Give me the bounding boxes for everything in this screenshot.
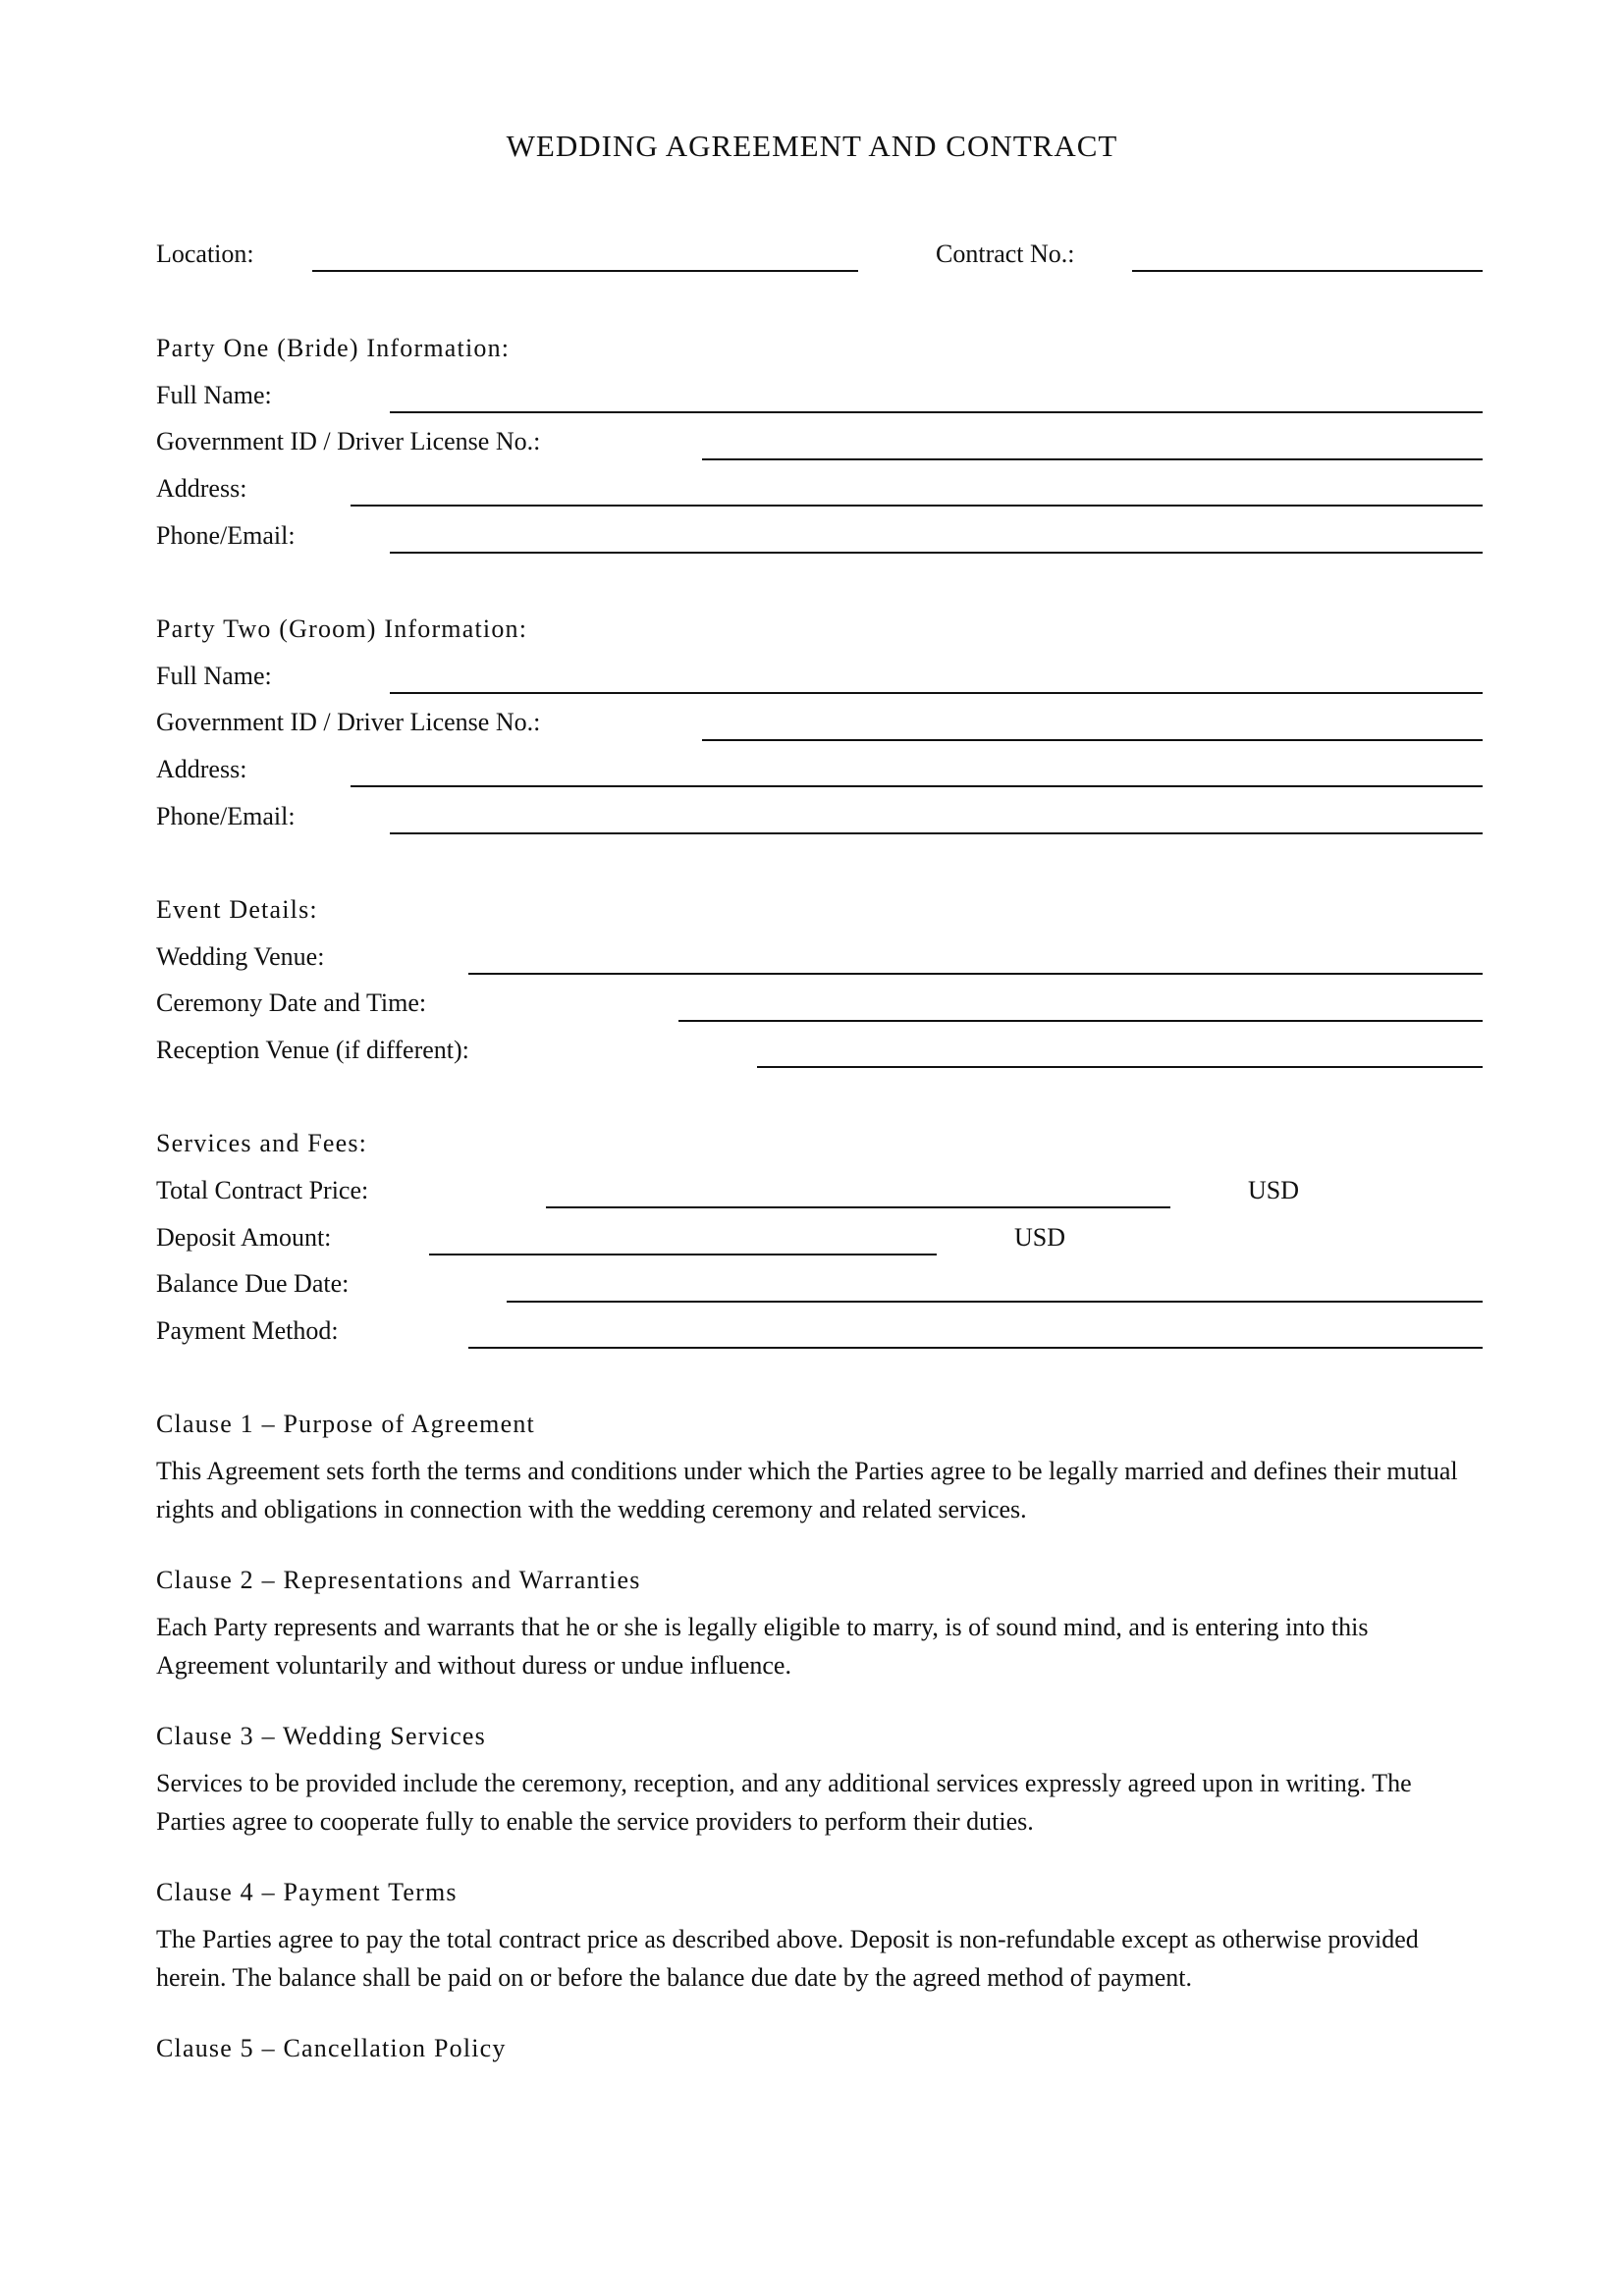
- party-one-gov-id-field[interactable]: [702, 458, 1483, 460]
- ceremony-date-field[interactable]: [678, 1020, 1483, 1022]
- party-two-phone-email-label: Phone/Email:: [156, 802, 296, 830]
- wedding-venue-field[interactable]: [468, 973, 1483, 975]
- event-heading: Event Details:: [156, 895, 318, 924]
- reception-venue-label: Reception Venue (if different):: [156, 1036, 469, 1064]
- party-one-address-field[interactable]: [351, 505, 1483, 507]
- party-one-gov-id-label: Government ID / Driver License No.:: [156, 427, 541, 455]
- payment-method-label: Payment Method:: [156, 1316, 339, 1345]
- deposit-label: Deposit Amount:: [156, 1223, 332, 1252]
- clause-3-heading: Clause 3 – Wedding Services: [156, 1722, 486, 1750]
- party-one-full-name-label: Full Name:: [156, 381, 272, 409]
- party-two-gov-id-field[interactable]: [702, 739, 1483, 741]
- wedding-venue-label: Wedding Venue:: [156, 942, 325, 971]
- clause-2-heading: Clause 2 – Representations and Warranties: [156, 1566, 641, 1594]
- location-field[interactable]: [312, 270, 858, 272]
- document-title: WEDDING AGREEMENT AND CONTRACT: [506, 129, 1118, 163]
- payment-method-field[interactable]: [468, 1347, 1483, 1349]
- clause-5-heading: Clause 5 – Cancellation Policy: [156, 2034, 507, 2062]
- party-one-phone-email-field[interactable]: [390, 552, 1483, 554]
- contract-no-label: Contract No.:: [936, 240, 1075, 268]
- party-two-address-field[interactable]: [351, 785, 1483, 787]
- clause-4-text: The Parties agree to pay the total contract price as described above. Deposit is non-refundable except as otherwise provided herein. The balance shall be paid on or before the balance due date by the agreed method of payment.: [156, 1925, 1419, 1992]
- total-price-currency: USD: [1248, 1176, 1300, 1204]
- deposit-field[interactable]: [429, 1254, 937, 1255]
- party-two-phone-email-field[interactable]: [390, 832, 1483, 834]
- party-one-heading: Party One (Bride) Information:: [156, 334, 511, 362]
- party-one-full-name-field[interactable]: [390, 411, 1483, 413]
- party-two-heading: Party Two (Groom) Information:: [156, 614, 528, 643]
- total-price-label: Total Contract Price:: [156, 1176, 369, 1204]
- deposit-currency: USD: [1014, 1223, 1066, 1252]
- reception-venue-field[interactable]: [757, 1066, 1483, 1068]
- clause-3-text: Services to be provided include the ceremony, reception, and any additional services expressly agreed upon in writing. The Parties agree to cooperate fully to enable the service providers to perform their duties.: [156, 1769, 1412, 1836]
- clause-4-heading: Clause 4 – Payment Terms: [156, 1878, 458, 1906]
- clause-1-heading: Clause 1 – Purpose of Agreement: [156, 1410, 535, 1438]
- contract-no-field[interactable]: [1132, 270, 1483, 272]
- location-label: Location:: [156, 240, 254, 268]
- party-two-full-name-label: Full Name:: [156, 662, 272, 690]
- ceremony-date-label: Ceremony Date and Time:: [156, 988, 427, 1017]
- clause-2-text: Each Party represents and warrants that he or she is legally eligible to marry, is of sound mind, and is entering into this Agreement voluntarily and without duress or undue influence.: [156, 1613, 1369, 1680]
- clause-1-text: This Agreement sets forth the terms and conditions under which the Parties agree to be legally married and defines their mutual rights and obligations in connection with the wedding ceremony and related services.: [156, 1457, 1458, 1523]
- party-two-gov-id-label: Government ID / Driver License No.:: [156, 708, 541, 736]
- balance-due-label: Balance Due Date:: [156, 1269, 350, 1298]
- party-one-phone-email-label: Phone/Email:: [156, 521, 296, 550]
- total-price-field[interactable]: [546, 1206, 1170, 1208]
- services-heading: Services and Fees:: [156, 1129, 368, 1157]
- balance-due-field[interactable]: [507, 1301, 1483, 1303]
- party-two-address-label: Address:: [156, 755, 247, 783]
- party-one-address-label: Address:: [156, 474, 247, 503]
- party-two-full-name-field[interactable]: [390, 692, 1483, 694]
